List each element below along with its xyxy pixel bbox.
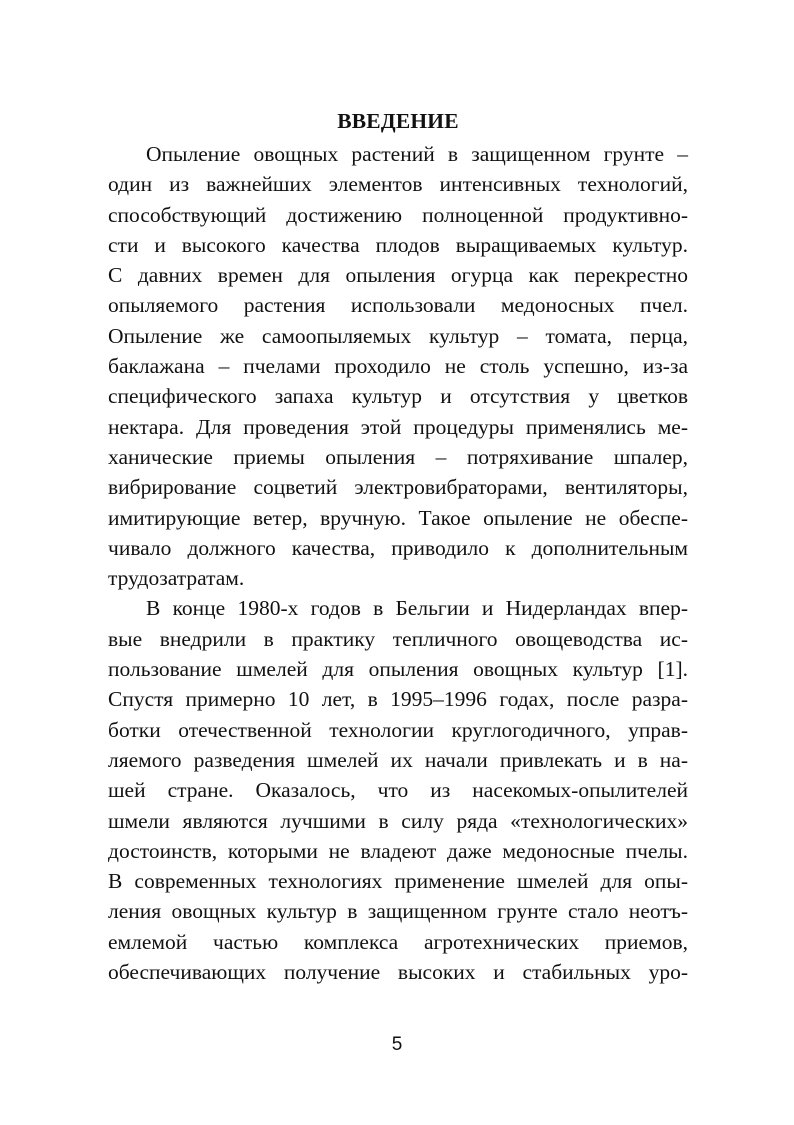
text-line: трудозатратам. [108,566,245,591]
page-number: 5 [391,1034,403,1055]
text-line: ляемого разведения шмелей их начали привлекать и в на- [108,747,688,772]
section-title: ВВЕДЕНИЕ [337,109,459,133]
text-line: Опыление же самоопыляемых культур – томата, перца, [108,323,688,348]
text-line: чивало должного качества, приводило к дополнительным [108,535,688,560]
text-line: нектара. Для проведения этой процедуры применялись ме- [108,414,688,439]
text-line: шмели являются лучшими в силу ряда «технологических» [108,808,688,833]
text-line: ботки отечественной технологии круглогодичного, управ- [108,717,688,742]
body-text [108,103,688,987]
text-line: пользование шмелей для опыления овощных культур [1]. [108,657,688,682]
text-line: вые внедрили в практику тепличного овощеводства ис- [108,626,688,651]
text-line: баклажана – пчелами проходило не столь успешно, из-за [108,354,688,379]
paragraph-1 [108,139,688,593]
text-line: специфического запаха культур и отсутствия у цветков [108,384,688,409]
text-line: емлемой частью комплекса агротехнических приемов, [108,929,688,954]
text-line: имитирующие ветер, вручную. Такое опыление не обеспе- [108,505,688,530]
text-line: ления овощных культур в защищенном грунте стало неотъ- [108,899,688,924]
text-line: вибрирование соцветий электровибраторами, вентиляторы, [108,475,688,500]
text-line: один из важнейших элементов интенсивных технологий, [108,172,688,197]
text-line: ханические приемы опыления – потряхивание шпалер, [108,444,688,469]
text-line: В современных технологиях применение шмелей для опы- [108,869,688,894]
text-line: обеспечивающих получение высоких и стабильных уро- [108,960,688,985]
text-line: В конце 1980-х годов в Бельгии и Нидерландах впер- [146,596,688,621]
text-line: достоинств, которыми не владеют даже медоносные пчелы. [108,838,688,863]
text-line: сти и высокого качества плодов выращиваемых культур. [108,232,688,257]
text-line: опыляемого растения использовали медоносных пчел. [108,293,688,318]
text-line: Спустя примерно 10 лет, в 1995–1996 годах, после разра- [108,687,688,712]
paragraph-2 [108,593,688,987]
text-line: шей стране. Оказалось, что из насекомых-опылителей [108,778,688,803]
text-line: Опыление овощных растений в защищенном грунте – [146,142,688,166]
text-line: способствующий достижению полноценной продуктивно- [108,202,688,227]
text-line: С давних времен для опыления огурца как перекрестно [108,263,688,288]
